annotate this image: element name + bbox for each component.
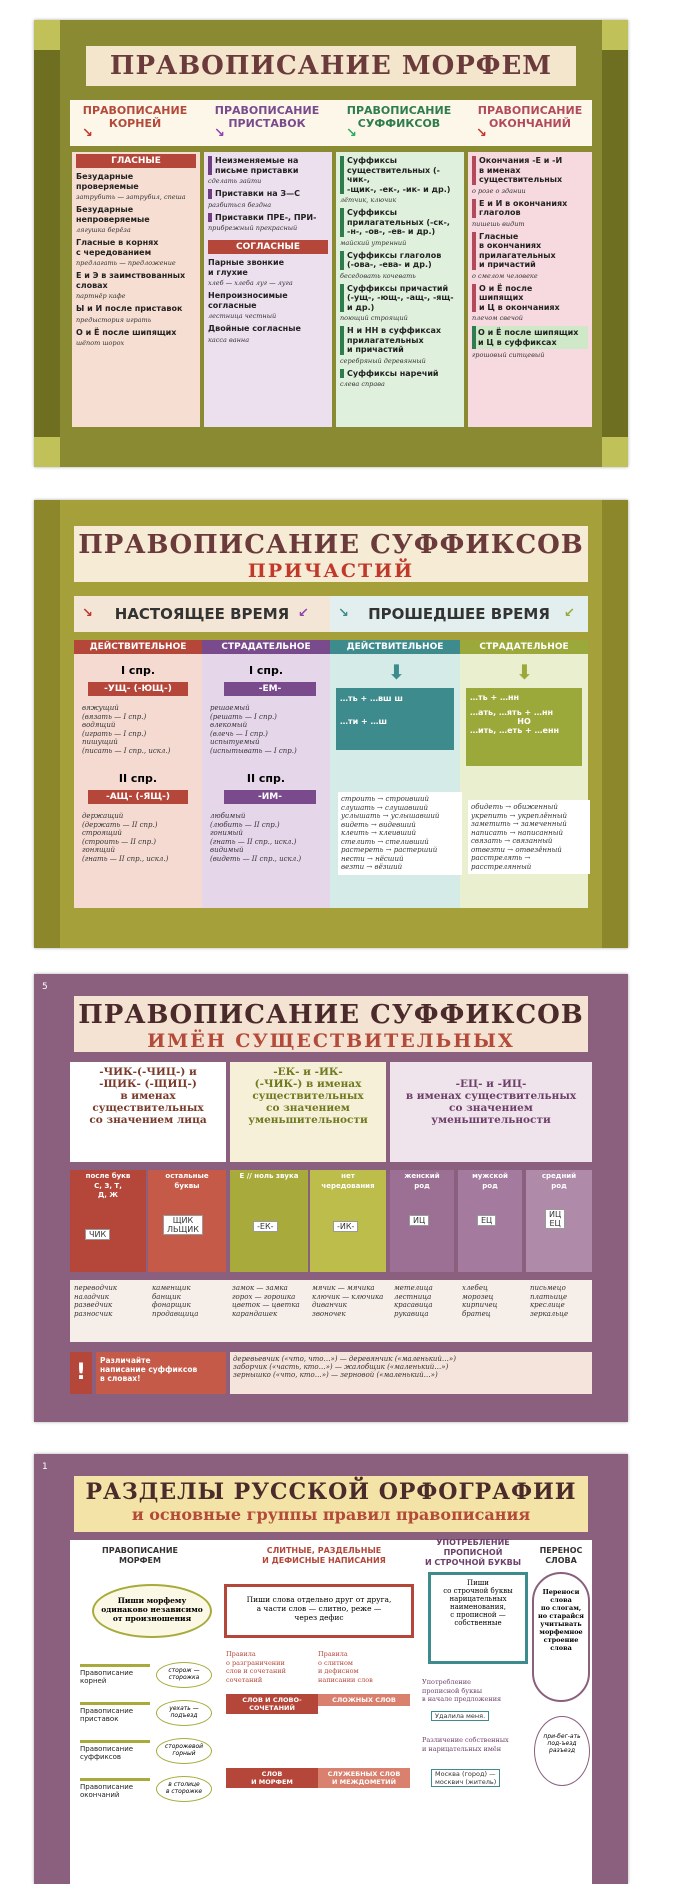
arrow-down-icon: ⬇ [388, 660, 405, 684]
arrow-down-icon: ↘ [476, 126, 487, 141]
formula-but: НО [517, 717, 531, 726]
poster-title [74, 526, 588, 582]
section-head: СЛИТНЫЕ, РАЗДЕЛЬНЫЕ И ДЕФИСНЫЕ НАПИСАНИЯ [262, 1546, 386, 1565]
examples: замок — замка горох — горошка цветок — цветка карандашек [232, 1284, 300, 1318]
examples: переводчик наладчик разведчик разносчик [74, 1284, 118, 1318]
group-heading: -ЕК- и -ИК- (-ЧИК-) в именах существительных со значением уменьшительности [230, 1062, 386, 1162]
rule: Суффиксы причастий (-ущ-, -ющ-, -ащ-, -ящ- и др.) [340, 284, 460, 313]
rule-example: предыстория играть [76, 315, 152, 324]
present-tense-label: НАСТОЯЩЕЕ ВРЕМЯ [114, 605, 290, 623]
rule-example: разбиться бездна [208, 200, 272, 209]
examples: строить → строивший слушать → слушавший услышать → услышавший видеть → видевший клеить → клеивший стелить → стеливший растереть → растерший нести → нёсший везти → вёзший [338, 792, 462, 875]
category-label: женский род [404, 1172, 440, 1190]
poster-title: ПРАВОПИСАНИЕ МОРФЕМ [86, 46, 576, 86]
example-chip: Удалила меня. [431, 1711, 489, 1721]
rule: Гласные в корнях с чередованием [76, 238, 159, 257]
rule: Ы и И после приставок [76, 304, 183, 313]
principle-bubble: Пиши морфему одинаково независимо от произношения [92, 1584, 212, 1638]
rule-example: сделать зайти [208, 177, 262, 185]
past-tense-label: ПРОШЕДШЕЕ ВРЕМЯ [368, 605, 550, 623]
col-head-endings: ПРАВОПИСАНИЕ ОКОНЧАНИЙ [477, 104, 583, 130]
category-label: нет чередования [321, 1172, 375, 1190]
vowels-header: ГЛАСНЫЕ [76, 154, 196, 168]
arrow-down-icon: ↘ [338, 606, 349, 621]
rule: Суффиксы существительных (-чик-, -щик-, -ек-, -ик- и др.) [340, 156, 460, 194]
morpheme-row-label: Правописание корней [80, 1664, 150, 1685]
corner-block [34, 20, 60, 50]
poster-number: 5 [42, 982, 48, 992]
title-sub: и основные группы правил правописания [131, 1505, 531, 1524]
formula: …ть + …вш ш [340, 694, 403, 703]
poster-noun-suffixes [34, 974, 628, 1422]
category-label: средний род [541, 1172, 577, 1190]
rule-example: беседовать кочевать [340, 271, 416, 280]
arrow-down-icon: ⬇ [516, 660, 533, 684]
category-tag: СЛУЖЕБНЫХ СЛОВ И МЕЖДОМЕТИЙ [318, 1768, 410, 1788]
formula: …ить, …еть + …енн [470, 726, 559, 735]
morpheme-row-label: Правописание приставок [80, 1702, 150, 1723]
morpheme-example-oval: сторожевой горный [156, 1738, 212, 1764]
section-head: ПЕРЕНОС СЛОВА [539, 1546, 583, 1565]
rule-example: шёпот шорох [76, 339, 125, 347]
arrow-down-icon: ↘ [82, 606, 93, 621]
examples: любимый (любить — II спр.) гонимый (гнать — II спр., искл.) видимый (видеть — II спр., искл.) [210, 812, 302, 863]
rule: Двойные согласные [208, 324, 301, 333]
suffix-tag: -УЩ- (-ЮЩ-) [88, 682, 188, 696]
arrow-down-icon: ↙ [564, 606, 575, 621]
rule: Неизменяемые на письме приставки [208, 156, 328, 175]
rule: Безударные проверяемые [76, 172, 139, 191]
col-head-roots: ПРАВОПИСАНИЕ КОРНЕЙ [82, 104, 188, 130]
rule-note: Употребление прописной буквы в начале предложения [422, 1678, 502, 1703]
suffix-chip: ИЦ ЕЦ [545, 1209, 565, 1229]
formula-box [466, 688, 582, 766]
suffix-tag: -ЕМ- [224, 682, 316, 696]
consonants-header: СОГЛАСНЫЕ [208, 240, 328, 254]
morpheme-row-label: Правописание суффиксов [80, 1740, 150, 1761]
conj-label: II спр. [118, 772, 158, 785]
category-tag: СЛОВ И СЛОВО- СОЧЕТАНИЙ [226, 1694, 318, 1714]
rule-note: Правила о слитном и дефисном написании слов [318, 1650, 373, 1684]
arrow-down-icon: ↘ [214, 126, 225, 141]
category-tag: СЛОВ И МОРФЕМ [226, 1768, 318, 1788]
morpheme-example-oval: сторож — сторожка [156, 1662, 212, 1688]
col-subheader: СТРАДАТЕЛЬНОЕ [202, 640, 330, 654]
rule-example: лягушка берёза [76, 226, 131, 234]
suffix-chip: -ЕК- [253, 1221, 278, 1232]
rule-example: серебряный деревянный [340, 356, 426, 365]
warning-examples: деревьевчик («что, что…») — деревянчик («маленький…») заборчик («часть, кто…») — жалобщик («маленький…») зернышко («что, кто…») — зерновой («маленький…») [230, 1352, 592, 1394]
hyphenation-example-oval: при-бег-ать под-ъезд разъезд [534, 1716, 590, 1786]
corner-block [602, 20, 628, 50]
category-label: Е // ноль звука [239, 1172, 299, 1180]
rule-note: Различение собственных и нарицательных имён [422, 1736, 509, 1753]
warning-icon: ! [70, 1352, 92, 1394]
poster-title [74, 1476, 588, 1532]
examples: письмецо платьице креслице зеркальце [530, 1284, 569, 1318]
rule-example: грошовый ситцевый [472, 351, 545, 359]
examples: метелица лестница красавица рукавица [394, 1284, 433, 1318]
left-border [34, 20, 60, 467]
rule: Е и И в окончаниях глаголов [472, 199, 588, 218]
category-label: мужской род [472, 1172, 508, 1190]
roots-column [72, 152, 200, 427]
poster-participle-suffixes [34, 500, 628, 948]
category-label: остальные буквы [165, 1172, 209, 1190]
rule: Н и НН в суффиксах прилагательных и причастий [340, 326, 460, 355]
corner-block [602, 437, 628, 467]
example-chip: Москва (город) — москвич (житель) [431, 1769, 500, 1787]
examples: каменщик банщик фонарщик продавщица [152, 1284, 199, 1318]
title-main: ПРАВОПИСАНИЕ СУФФИКСОВ [78, 1000, 584, 1030]
poster-number: 1 [42, 1462, 48, 1472]
morpheme-example-oval: уехать — подъезд [156, 1700, 212, 1726]
section-head: УПОТРЕБЛЕНИЕ ПРОПИСНОЙ И СТРОЧНОЙ БУКВЫ [424, 1538, 522, 1567]
conj-label: I спр. [120, 664, 156, 677]
category-label: после букв С, З, Т, Д, Ж [85, 1172, 131, 1199]
rule: Приставки ПРЕ-, ПРИ- [208, 213, 328, 223]
rule: Е и Э в заимствованных словах [76, 271, 186, 290]
suffix-tag: -ИМ- [224, 790, 316, 804]
suffix-chip: ЕЦ [477, 1215, 496, 1226]
conj-label: II спр. [246, 772, 286, 785]
rule-example: затрубить — затрубил, спеша [76, 193, 186, 201]
col-subheader: ДЕЙСТВИТЕЛЬНОЕ [330, 640, 460, 654]
suffixes-column [336, 152, 464, 427]
rule-example: лётчик, ключик [340, 196, 397, 204]
formula: …ть + …нн [470, 693, 520, 702]
suffix-chip: -ИК- [333, 1221, 358, 1232]
principle-bubble: Переноси слова по слогам, но старайся учитывать морфемное строение слова [532, 1572, 590, 1702]
rule: Приставки на З—С [208, 189, 328, 199]
endings-column [468, 152, 592, 427]
group-heading: -ЕЦ- и -ИЦ- в именах существительных со значением уменьшительности [390, 1062, 592, 1162]
suffix-chip: ЧИК [85, 1229, 110, 1240]
rule-example: о розе о здании [472, 186, 526, 195]
examples: держащий (держать — II спр.) строящий (строить — II спр.) гонящий (гнать — II спр., искл.) [82, 812, 169, 863]
title-main: РАЗДЕЛЫ РУССКОЙ ОРФОГРАФИИ [85, 1479, 577, 1505]
principle-box: Пиши со строчной буквы нарицательных наименования, с прописной — собственные [428, 1572, 528, 1664]
rule-example: слева справа [340, 380, 385, 388]
rule-example: пишешь видит [472, 219, 525, 228]
rule: О и Ё после шипящих и Ц в суффиксах [472, 326, 588, 349]
col-head-suffixes: ПРАВОПИСАНИЕ СУФФИКСОВ [346, 104, 452, 130]
examples: вяжущий (вязать — I спр.) водящий (играть — I спр.) пишущий (писать — I спр., искл.) [82, 704, 171, 755]
rule: Суффиксы прилагательных (-ск-, -н-, -ов-, -ев- и др.) [340, 208, 460, 237]
title-main: ПРАВОПИСАНИЕ СУФФИКСОВ [78, 530, 584, 560]
arrow-down-icon: ↙ [298, 606, 309, 621]
rule: О и Ё после шипящих [76, 327, 177, 337]
corner-block [34, 437, 60, 467]
warning-label: Различайте написание суффиксов в словах! [96, 1352, 226, 1394]
examples: обидеть → обиженный укрепить → укреплённый заметить → замеченный написать → написанный связать → связанный отвезти → отвезённый расстрелять → расстрелянный [468, 800, 590, 874]
poster-title [74, 996, 588, 1052]
principle-box: Пиши слова отдельно друг от друга, а части слов — слитно, реже — через дефис [224, 1584, 414, 1638]
rule-example: о смелом человеке [472, 271, 538, 280]
rule: Окончания -Е и -И в именах существительных [472, 156, 588, 185]
poster-orthography-sections [34, 1454, 628, 1884]
suffix-chip: ЩИК ЛЬЩИК [163, 1215, 203, 1235]
rule-example: касса ванна [208, 335, 250, 344]
rule-example: майский утренний [340, 238, 407, 247]
suffix-chip: ИЦ [409, 1215, 429, 1226]
rule: Суффиксы наречий [340, 369, 460, 379]
arrow-down-icon: ↘ [346, 126, 357, 141]
rule-example: хлеб — хлеба луг — луга [208, 279, 293, 287]
suffix-tag: -АЩ- (-ЯЩ-) [88, 790, 188, 804]
examples: решаемый (решать — I спр.) влекомый (влечь — I спр.) испытуемый (испытывать — I спр.) [210, 704, 297, 755]
rule: Парные звонкие и глухие [208, 258, 284, 277]
rule-example: партнёр кафе [76, 292, 126, 300]
arrow-down-icon: ↘ [82, 126, 93, 141]
rule-example: предлагать — предложение [76, 259, 176, 267]
rule-example: прибрежный прекрасный [208, 224, 298, 232]
examples: хлебец морозец кирпичец братец [462, 1284, 498, 1318]
category-tag: СЛОЖНЫХ СЛОВ [318, 1694, 410, 1706]
formula-box [336, 688, 454, 750]
conj-label: I спр. [248, 664, 284, 677]
formula: …ти + …ш [340, 717, 388, 726]
col-subheader: СТРАДАТЕЛЬНОЕ [460, 640, 588, 654]
right-border [602, 20, 628, 467]
rule: Безударные непроверяемые [76, 205, 150, 224]
poster-morphemes [34, 20, 628, 467]
rule-example: поющий строящий [340, 314, 408, 322]
group-heading: -ЧИК-(-ЧИЦ-) и -ЩИК- (-ЩИЦ-) в именах существительных со значением лица [70, 1062, 226, 1162]
title-sub: ИМЁН СУЩЕСТВИТЕЛЬНЫХ [147, 1030, 515, 1052]
morpheme-row-label: Правописание окончаний [80, 1778, 150, 1799]
rule-example: лестница честный [208, 312, 277, 320]
col-subheader: ДЕЙСТВИТЕЛЬНОЕ [74, 640, 202, 654]
rule: О и Ё после шипящих и Ц в окончаниях [472, 284, 588, 313]
prefixes-column [204, 152, 332, 427]
examples: мячик — мячика ключик — ключика диванчик звоночек [312, 1284, 384, 1318]
rule: Гласные в окончаниях прилагательных и причастий [472, 232, 588, 270]
section-head: ПРАВОПИСАНИЕ МОРФЕМ [102, 1546, 178, 1565]
title-sub: ПРИЧАСТИЙ [247, 560, 415, 582]
col-head-prefixes: ПРАВОПИСАНИЕ ПРИСТАВОК [214, 104, 320, 130]
morpheme-example-oval: в столице в сторожке [156, 1776, 212, 1802]
rule: Непроизносимые согласные [208, 291, 288, 310]
formula: …ать, …ять + …нн [470, 708, 554, 717]
rule-example: плечом свечой [472, 314, 523, 322]
rule: Суффиксы глаголов (-ова-, -ева- и др.) [340, 251, 460, 270]
rule-note: Правила о разграничении слов и сочетаний сочетаний [226, 1650, 286, 1684]
